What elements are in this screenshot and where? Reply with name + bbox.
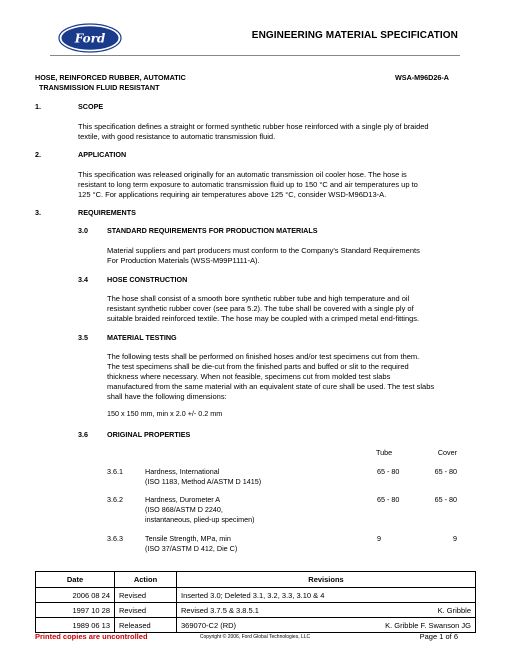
scope-paragraph bbox=[78, 122, 463, 142]
revision-text bbox=[177, 588, 476, 603]
section-3-5-line: shall have the following dimensions: bbox=[107, 392, 227, 401]
section-number-scope: 1. bbox=[35, 102, 41, 111]
section-heading-scope: SCOPE bbox=[78, 102, 104, 111]
column-header-cover: Cover bbox=[437, 448, 457, 457]
section-number-requirements: 3. bbox=[35, 208, 41, 217]
section-3-4-line: resistant synthetic rubber cover (see para 5.2). The tube shall be covered with a single ply of bbox=[107, 304, 414, 313]
revision-description: 369070-C2 (RD) bbox=[181, 620, 237, 630]
revision-date: 1997 10 28 bbox=[36, 603, 115, 618]
property-tube-value: 65 - 80 bbox=[377, 467, 400, 476]
property-number: 3.6.2 bbox=[107, 495, 123, 504]
section-number-application: 2. bbox=[35, 150, 41, 159]
property-line: Hardness, Durometer A bbox=[145, 495, 221, 504]
property-cover-value: 65 - 80 bbox=[434, 467, 457, 476]
scope-line: This specification defines a straight or formed synthetic rubber hose reinforced with a single ply of braided bbox=[78, 122, 429, 131]
property-description bbox=[145, 467, 261, 487]
section-number-3-0: 3.0 bbox=[78, 226, 88, 235]
property-tube-value: 65 - 80 bbox=[377, 495, 400, 504]
revision-header-revisions: Revisions bbox=[177, 572, 476, 588]
application-line: 125 °C. For applications requiring air temperatures above 125 °C, consider WSD-M96D13-A. bbox=[78, 190, 387, 199]
revision-text bbox=[177, 603, 476, 618]
section-3-4-paragraph bbox=[107, 294, 463, 324]
property-line: (ISO 868/ASTM D 2240, bbox=[145, 505, 223, 514]
ford-logo-text: Ford bbox=[74, 31, 106, 46]
property-line: instantaneous, plied-up specimen) bbox=[145, 515, 255, 524]
page-number: Page 1 of 6 bbox=[419, 632, 458, 641]
table-row bbox=[36, 603, 476, 618]
property-description bbox=[145, 495, 254, 525]
uncontrolled-copy-notice: Printed copies are uncontrolled bbox=[35, 632, 148, 641]
revision-action: Revised bbox=[115, 588, 177, 603]
copyright-notice: Copyright © 2006, Ford Global Technologies, LLC bbox=[199, 634, 311, 640]
table-row bbox=[36, 618, 476, 633]
revision-signature: K. Gribble F. Swanson JG bbox=[385, 620, 471, 630]
section-3-5-line: The following tests shall be performed on finished hoses and/or test specimens cut from them. bbox=[107, 352, 420, 361]
scope-line: textile, with good resistance to automatic transmission fluid. bbox=[78, 132, 276, 141]
section-3-5-line: manufactured from the same material with an equivalent state of cure shall be used. The test slabs bbox=[107, 382, 435, 391]
section-heading-3-4: HOSE CONSTRUCTION bbox=[107, 275, 188, 284]
property-number: 3.6.3 bbox=[107, 534, 123, 543]
specimen-dimensions: 150 x 150 mm, min x 2.0 +/- 0.2 mm bbox=[107, 409, 223, 418]
section-3-4-line: suitable braided reinforced textile. The hose may be coupled with a crimped metal end-fittings. bbox=[107, 314, 420, 323]
revision-table bbox=[35, 571, 476, 633]
revision-action: Revised bbox=[115, 603, 177, 618]
section-number-3-4: 3.4 bbox=[78, 275, 88, 284]
property-description bbox=[145, 534, 237, 554]
application-paragraph bbox=[78, 170, 463, 200]
revision-date: 1989 06 13 bbox=[36, 618, 115, 633]
revision-description: Inserted 3.0; Deleted 3.1, 3.2, 3.3, 3.10 & 4 bbox=[181, 590, 325, 600]
section-3-4-line: The hose shall consist of a smooth bore synthetic rubber tube and high temperature and oil bbox=[107, 294, 410, 303]
spec-title-line1: HOSE, REINFORCED RUBBER, AUTOMATIC bbox=[35, 73, 186, 82]
spec-title-line2: TRANSMISSION FLUID RESISTANT bbox=[39, 83, 160, 92]
section-number-3-5: 3.5 bbox=[78, 333, 88, 342]
property-cover-value: 9 bbox=[453, 534, 457, 543]
section-heading-3-0: STANDARD REQUIREMENTS FOR PRODUCTION MATERIALS bbox=[107, 226, 318, 235]
property-line: (ISO 37/ASTM D 412, Die C) bbox=[145, 544, 238, 553]
document-type-title: ENGINEERING MATERIAL SPECIFICATION bbox=[251, 30, 458, 41]
section-3-0-line: Material suppliers and part producers must conform to the Company's Standard Requirements bbox=[107, 246, 420, 255]
section-heading-3-5: MATERIAL TESTING bbox=[107, 333, 177, 342]
revision-table-header bbox=[36, 572, 476, 588]
property-line: Tensile Strength, MPa, min bbox=[145, 534, 231, 543]
section-3-5-line: The test specimens shall be die-cut from the finished parts and buffed or slit to the required bbox=[107, 362, 409, 371]
column-header-tube: Tube bbox=[376, 448, 393, 457]
section-heading-3-6: ORIGINAL PROPERTIES bbox=[107, 430, 191, 439]
revision-header-action: Action bbox=[115, 572, 177, 588]
property-tube-value: 9 bbox=[377, 534, 381, 543]
table-row bbox=[36, 588, 476, 603]
section-3-5-line: thickness where necessary. When not feasible, specimens cut from molded test slabs bbox=[107, 372, 391, 381]
property-cover-value: 65 - 80 bbox=[434, 495, 457, 504]
revision-date: 2006 08 24 bbox=[36, 588, 115, 603]
header-divider bbox=[50, 55, 460, 56]
section-3-0-line: For Production Materials (WSS-M99P1111-A). bbox=[107, 256, 260, 265]
property-line: (ISO 1183, Method A/ASTM D 1415) bbox=[145, 477, 262, 486]
property-number: 3.6.1 bbox=[107, 467, 123, 476]
section-heading-application: APPLICATION bbox=[78, 150, 127, 159]
section-number-3-6: 3.6 bbox=[78, 430, 88, 439]
revision-action: Released bbox=[115, 618, 177, 633]
revision-header-date: Date bbox=[36, 572, 115, 588]
revision-signature: K. Gribble bbox=[437, 605, 471, 615]
revision-description: Revised 3.7.5 & 3.8.5.1 bbox=[181, 605, 259, 615]
application-line: resistant to long term exposure to automatic transmission fluid up to 150 °C and air temperatures up to bbox=[78, 180, 418, 189]
section-3-5-paragraph bbox=[107, 352, 463, 402]
section-heading-requirements: REQUIREMENTS bbox=[78, 208, 136, 217]
ford-logo bbox=[58, 23, 122, 53]
application-line: This specification was released originally for an automatic transmission oil cooler hose. The hose is bbox=[78, 170, 407, 179]
revision-text bbox=[177, 618, 476, 633]
spec-number: WSA-M96D26-A bbox=[395, 73, 449, 82]
property-line: Hardness, International bbox=[145, 467, 220, 476]
section-3-0-paragraph bbox=[107, 246, 463, 266]
